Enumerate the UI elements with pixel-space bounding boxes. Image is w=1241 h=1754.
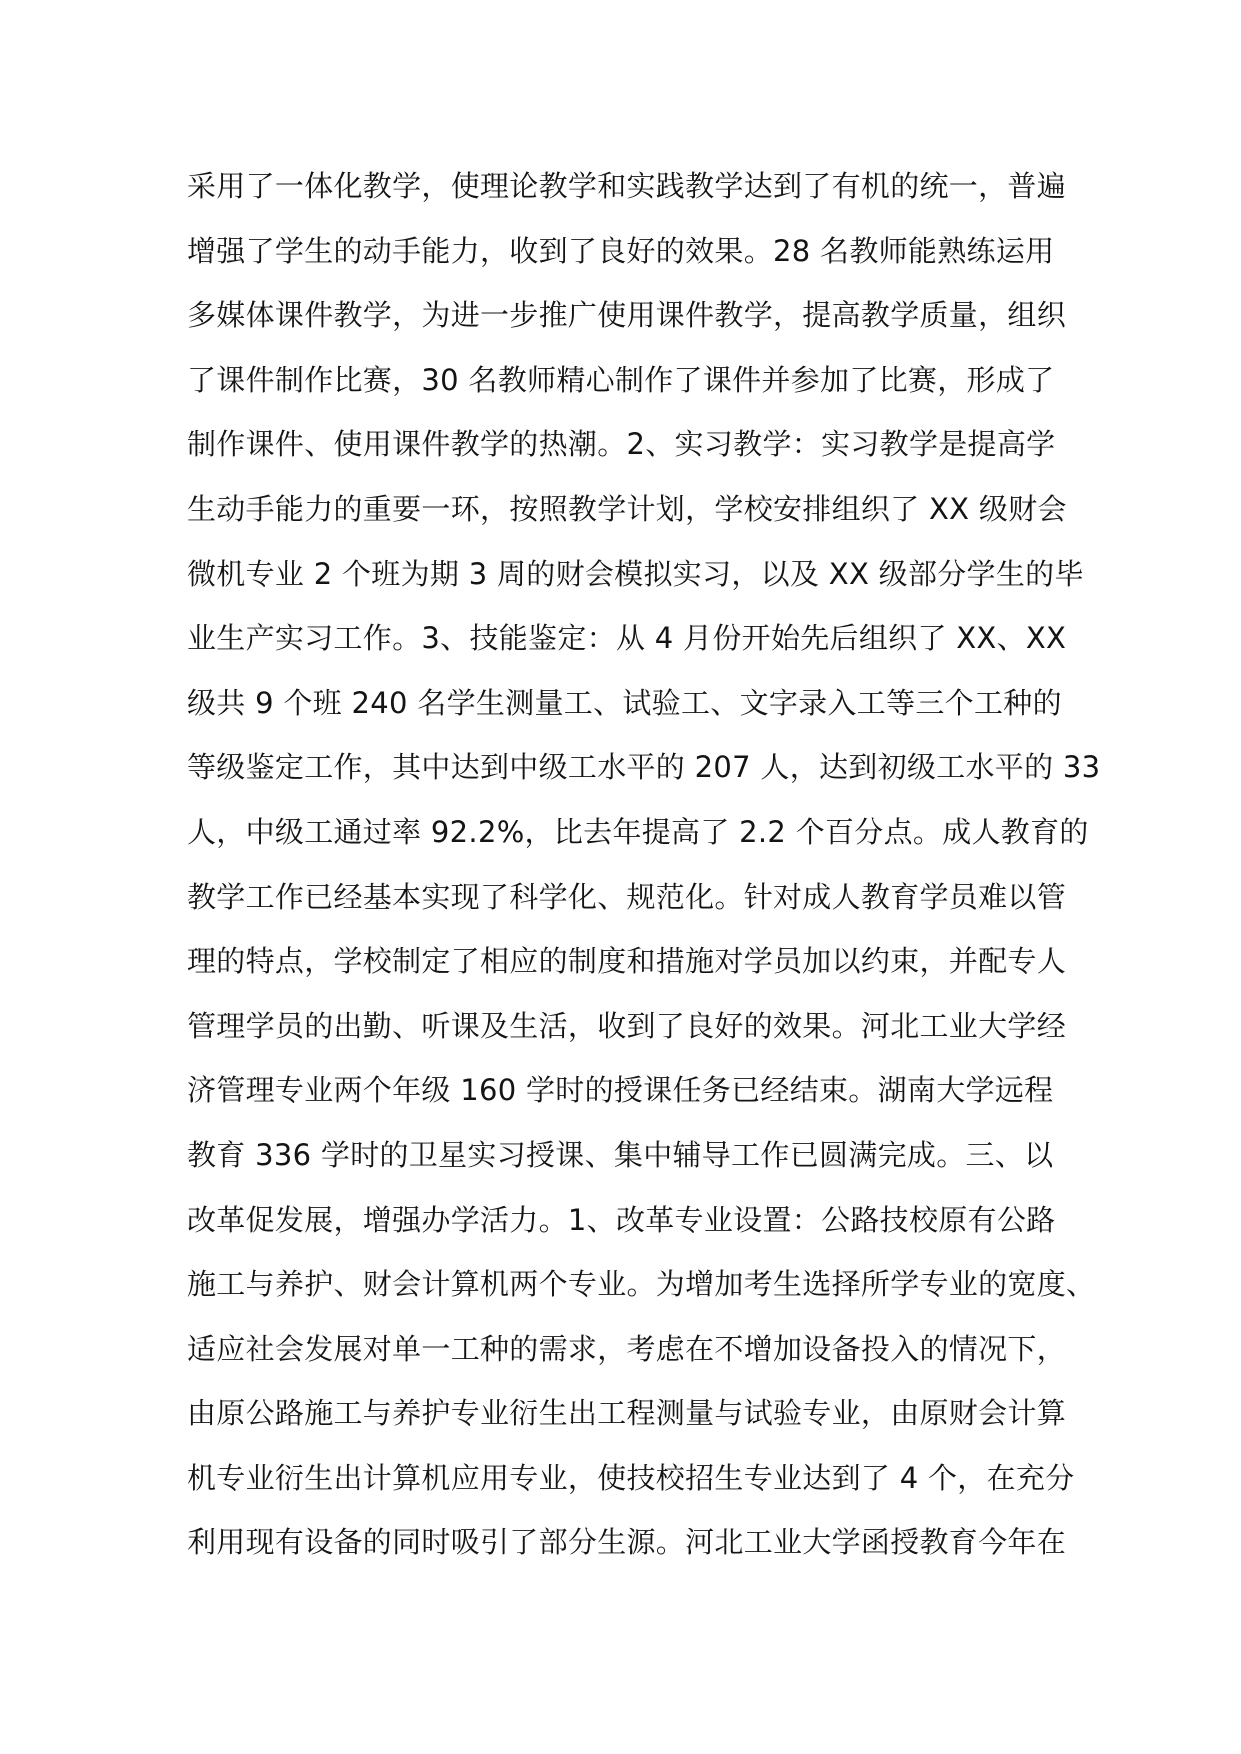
text-line: 管理学员的出勤、听课及生活，收到了良好的效果。河北工业大学经 — [187, 1008, 1067, 1043]
text-line: 采用了一体化教学，使理论教学和实践教学达到了有机的统一，普遍 — [187, 169, 1067, 203]
text-line: 改革促发展，增强办学活力。1、改革专业设置：公路技校原有公路 — [187, 1202, 1056, 1237]
text-line: 人，中级工通过率 92.2%，比去年提高了 2.2 个百分点。成人教育的 — [187, 814, 1089, 849]
text-line: 业生产实习工作。3、技能鉴定：从 4 月份开始先后组织了 XX、XX — [187, 621, 1067, 656]
text-line: 理的特点，学校制定了相应的制度和措施对学员加以约束，并配专人 — [187, 944, 1067, 979]
text-line: 等级鉴定工作，其中达到中级工水平的 207 人，达到初级工水平的 33 — [187, 750, 1101, 785]
body-text — [187, 154, 1101, 1575]
text-line: 级共 9 个班 240 名学生测量工、试验工、文字录入工等三个工种的 — [187, 685, 1062, 720]
text-line: 教学工作已经基本实现了科学化、规范化。针对成人教育学员难以管 — [187, 879, 1067, 914]
text-line: 施工与养护、财会计算机两个专业。为增加考生选择所学专业的宽度、 — [187, 1267, 1096, 1302]
text-line: 制作课件、使用课件教学的热潮。2、实习教学：实习教学是提高学 — [187, 427, 1056, 462]
text-line: 济管理专业两个年级 160 学时的授课任务已经结束。湖南大学远程 — [187, 1073, 1054, 1108]
text-line: 生动手能力的重要一环，按照教学计划，学校安排组织了 XX 级财会 — [187, 491, 1067, 526]
text-line: 利用现有设备的同时吸引了部分生源。河北工业大学函授教育今年在 — [187, 1525, 1067, 1560]
text-line: 多媒体课件教学，为进一步推广使用课件教学，提高教学质量，组织 — [187, 298, 1067, 333]
text-line: 微机专业 2 个班为期 3 周的财会模拟实习，以及 XX 级部分学生的毕 — [187, 556, 1084, 591]
text-line: 教育 336 学时的卫星实习授课、集中辅导工作已圆满完成。三、以 — [187, 1137, 1054, 1172]
text-line: 机专业衍生出计算机应用专业，使技校招生专业达到了 4 个，在充分 — [187, 1460, 1075, 1495]
text-line: 了课件制作比赛，30 名教师精心制作了课件并参加了比赛，形成了 — [187, 362, 1055, 397]
text-line: 增强了学生的动手能力，收到了良好的效果。28 名教师能熟练运用 — [187, 233, 1055, 268]
text-line: 适应社会发展对单一工种的需求，考虑在不增加设备投入的情况下， — [187, 1331, 1067, 1366]
text-line: 由原公路施工与养护专业衍生出工程测量与试验专业，由原财会计算 — [187, 1396, 1067, 1431]
